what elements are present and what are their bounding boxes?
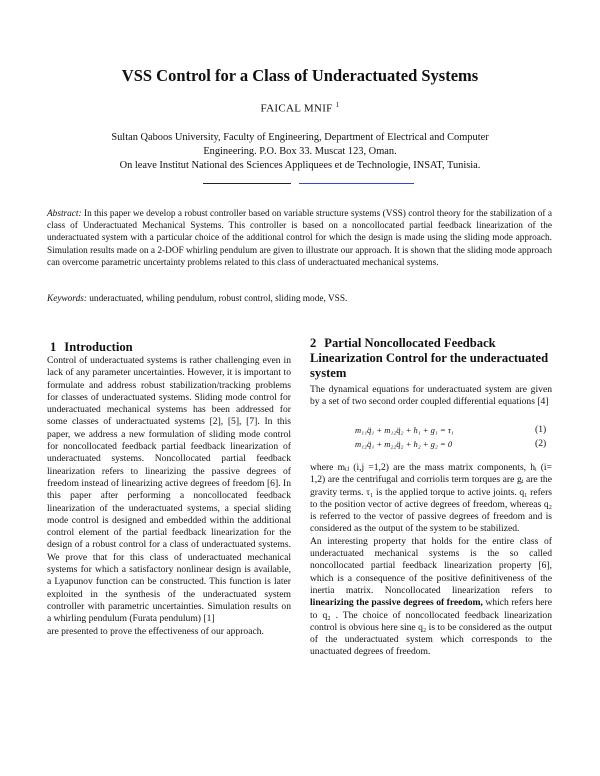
section-2-number: 2 xyxy=(310,336,317,350)
section-1-body xyxy=(47,355,291,638)
affiliation-line-1: Sultan Qaboos University, Faculty of Engineering, Department of Electrical and Computer xyxy=(111,132,489,143)
section-1-paragraph: Control of underactuated systems is rather challenging even in lack of any parameter uncertainties. However, it is important to formulate and address robust stabilization/tracking problems for classes of underactuated systems. Sliding mode control for underactuated mechanical systems has been addressed for some classes of underactuated systems [2], [5], [7]. In this paper, we address a new formulation of sliding mode control for noncollocated feedback partial feedback linearization of underactuated systems. Noncollocated partial feedback linearization refers to linearizing the passive degrees of freedom instead of linearizing active degrees of freedom [6]. In this paper after performing a noncollocated feedback linearization of the underactuated systems, a special sliding mode control is designed and embedded within the additional control element of the partial feedback linearization for the design of a robust control for a class of underactuated systems. We prove that for this class of underactuated mechanical systems for which a satisfactory nonlinear design is available, a Lyapunov function can be constructed. This function is later exploited in the synthesis of the underactuated system controller with parametric uncertainties. Simulation results on a whirling pendulum (Furata pendulum) [1] xyxy=(47,355,291,625)
section-2-paragraph-2 xyxy=(310,536,552,659)
section-2-intro: The dynamical equations for underactuated system are given by a set of two second order coupled differential equations [4] xyxy=(310,384,552,408)
author-footnote-mark: 1 xyxy=(335,101,340,109)
affiliation-line-3: On leave Institut National des Sciences Appliquees et de Technologie, INSAT, Tunisia. xyxy=(119,160,481,171)
author-line xyxy=(0,101,600,115)
section-2-paragraph-1: where mᵢⱼ (i,j =1,2) are the mass matrix components, hᵢ (i= 1,2) are the centrifugal and corriolis term torques are gᵢ are the gravity terms. τ₁ is the applied torque to active joints. q₁ refers to the position vector of active degrees of freedom, whereas q₂ is referred to the vector of passive degrees of freedom and is considered as the output of the system to be stabilized. xyxy=(310,462,552,535)
equation-1: m₁₁q̈₁ + m₁₂q̈₂ + h₁ + g₁ = τ₁ xyxy=(355,425,454,435)
keywords-label: Keywords: xyxy=(47,294,87,304)
equation-2: m₁₂q̈₁ + m₂₂q̈₂ + h₂ + g₂ = 0 xyxy=(355,439,453,449)
section-2-paragraph-2-start: An interesting property that holds for the entire class of underactuated mechanical systems is the so called noncollocated partial feedback linearization property [6], which is a consequence of the positive definitiveness of the inertia matrix. Noncollocated linearization refers to xyxy=(310,535,552,596)
abstract xyxy=(47,208,552,269)
section-2-paragraph-2-end: which refers here to q₂ . The choice of noncollocated feedback linearization control is obvious here sine q₂ is to be considered as the output of the underactuated system which corresponds to the unactuated degrees of freedom. xyxy=(310,597,553,658)
keywords-text: underactuated, whiling pendulum, robust control, sliding mode, VSS. xyxy=(86,294,348,304)
section-1-heading xyxy=(50,340,133,355)
abstract-label: Abstract: xyxy=(47,209,82,219)
section-2-body xyxy=(310,462,552,659)
separator-rule-black xyxy=(203,183,291,184)
equation-1-number: (1) xyxy=(535,424,547,435)
author-name: FAICAL MNIF xyxy=(260,102,333,115)
affiliation-line-2: Engineering. P.O. Box 33. Muscat 123, Oman. xyxy=(203,146,397,157)
section-1-title: Introduction xyxy=(64,340,133,354)
section-2-title: Partial Noncollocated Feedback Linearization Control for the underactuated system xyxy=(310,336,549,380)
section-2-emphasis: linearizing the passive degrees of freedom, xyxy=(310,597,483,609)
section-1-number: 1 xyxy=(50,340,57,354)
equation-2-number: (2) xyxy=(535,438,547,449)
keywords xyxy=(47,293,552,305)
section-1-paragraph-end: are presented to prove the effectiveness of our approach. xyxy=(47,625,264,637)
paper-title: VSS Control for a Class of Underactuated Systems xyxy=(121,66,479,85)
section-2-heading xyxy=(310,336,552,381)
abstract-text: In this paper we develop a robust controller based on variable structure systems (VSS) control theory for the stabilization of a class of Underactuated Mechanical Systems. This controller is based on a noncollocated partial feedback linearization of the underactuated system with a particular choice of the additional control for which the design is made using the sliding mode approach. Simulation results made on a 2-DOF whirling pendulum are given to illustrate our approach. It is shown that the sliding mode approach can overcome parametric uncertainty problems related to this class of underactuated mechanical systems. xyxy=(47,209,552,268)
separator-rule-blue xyxy=(299,183,414,184)
